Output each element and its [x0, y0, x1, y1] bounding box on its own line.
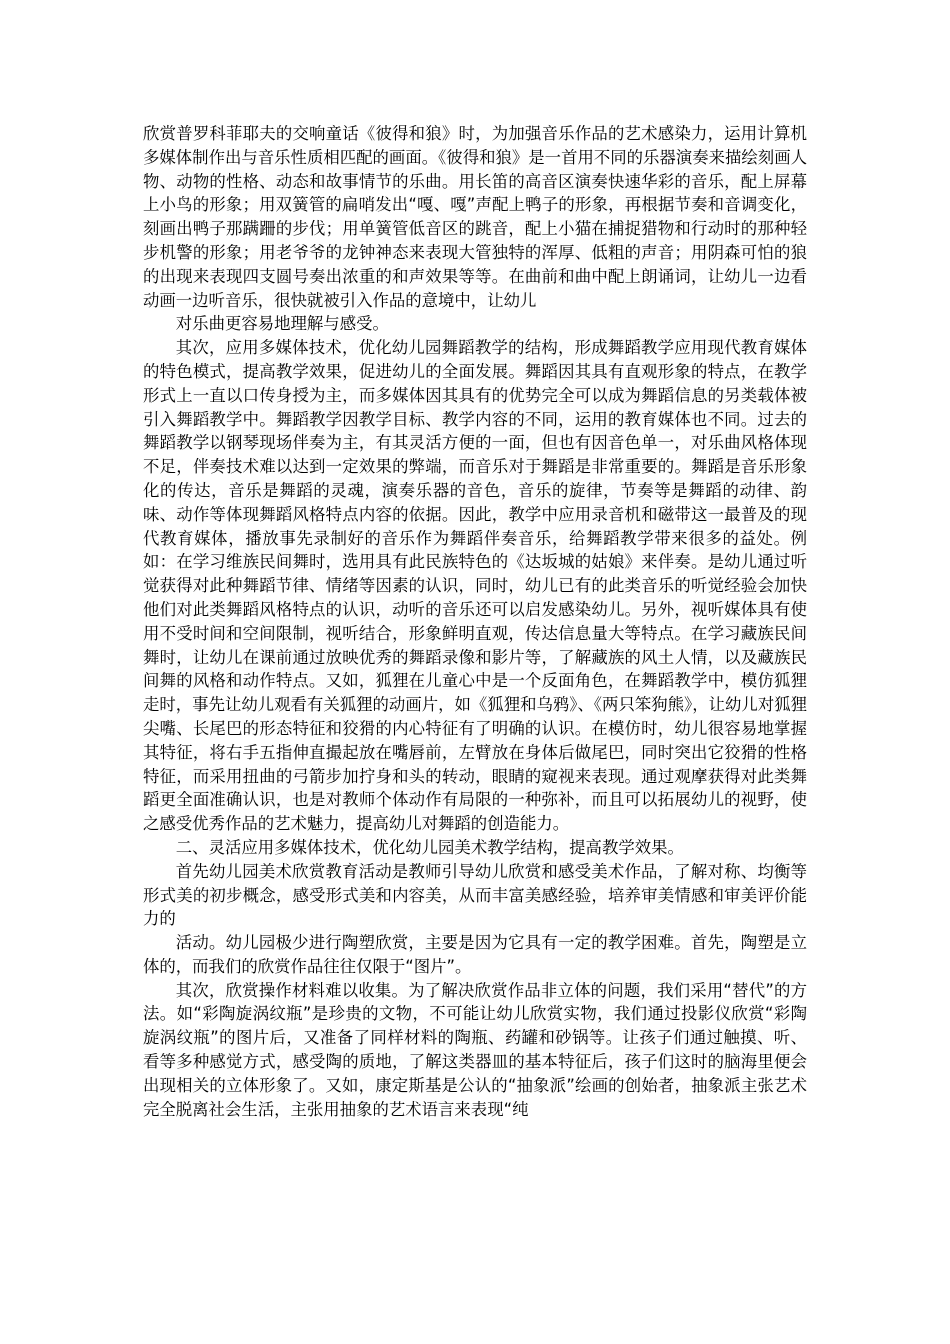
section-heading-art-teaching: 二、灵活应用多媒体技术，优化幼儿园美术教学结构，提高教学效果。	[175, 837, 684, 857]
paragraph-peter-and-wolf: 欣赏普罗科菲耶夫的交响童话《彼得和狼》时，为加强音乐作品的艺术感染力，运用计算机多媒体制作出与音乐性质相匹配的画面。《彼得和狼》是一首用不同的乐器演奏来描绘刻画人物、动物的性格、动态和故事情节的乐曲。用长笛的高音区演奏快速华彩的音乐，配上屏幕上小鸟的形象；用双簧管的扁哨发出“嘎、嘎”声配上鸭子的形象，再根据节奏和音调变化，刻画出鸭子那蹒跚的步伐；用单簧管低音区的跳音，配上小猫在捕捉猎物和行动时的那种轻步机警的形象；用老爷爷的龙钟神态来表现大管独特的浑厚、低粗的声音；用阴森可怕的狼的出现来表现四支圆号奏出浓重的和声效果等等。在曲前和曲中配上朗诵词，让幼儿一边看动画一边听音乐，很快就被引入作品的意境中，让幼儿	[143, 124, 807, 310]
paragraph-pottery: 活动。幼儿园极少进行陶塑欣赏，主要是因为它具有一定的教学困难。首先，陶塑是立体的，而我们的欣赏作品往往仅限于“图片”。	[143, 933, 807, 976]
paragraph-dance-teaching: 其次，应用多媒体技术，优化幼儿园舞蹈教学的结构，形成舞蹈教学应用现代教育媒体的特色模式，提高教学效果，促进幼儿的全面发展。舞蹈因其具有直观形象的特点，在教学形式上一直以口传身授为主，而多媒体因其具有的优势完全可以成为舞蹈信息的另类载体被引入舞蹈教学中。舞蹈教学因教学目标、教学内容的不同，运用的教育媒体也不同。过去的舞蹈教学以钢琴现场伴奏为主，有其灵活方便的一面，但也有因音色单一，对乐曲风格体现不足，伴奏技术难以达到一定效果的弊端，而音乐对于舞蹈是非常重要的。舞蹈是音乐形象化的传达，音乐是舞蹈的灵魂，演奏乐器的音色，音乐的旋律，节奏等是舞蹈的动律、韵味、动作等体现舞蹈风格特点内容的依据。因此，教学中应用录音机和磁带这一最普及的现代教育媒体，播放事先录制好的音乐作为舞蹈伴奏音乐，给舞蹈教学带来很多的益处。例如：在学习维族民间舞时，选用具有此民族特色的《达坂城的姑娘》来伴奏。是幼儿通过听觉获得对此种舞蹈节律、情绪等因素的认识，同时，幼儿已有的此类音乐的听觉经验会加快他们对此类舞蹈风格特点的认识，动听的音乐还可以启发感染幼儿。另外，视听媒体具有使用不受时间和空间限制，视听结合，形象鲜明直观，传达信息量大等特点。在学习藏族民间舞时，让幼儿在课前通过放映优秀的舞蹈录像和影片等，了解藏族的风土人情，以及藏族民间舞的风格和动作特点。又如，狐狸在儿童心中是一个反面角色，在舞蹈教学中，模仿狐狸走时，事先让幼儿观看有关狐狸的动画片，如《狐狸和乌鸦》、《两只笨狗熊》，让幼儿对狐狸尖嘴、长尾巴的形态特征和狡猾的内心特征有了明确的认识。在模仿时，幼儿很容易地掌握其特征，将右手五指伸直撮起放在嘴唇前，左臂放在身体后做尾巴，同时突出它狡猾的性格特征，而采用扭曲的弓箭步加拧身和头的转动，眼睛的窥视来表现。通过观摩获得对此类舞蹈更全面准确认识，也是对教师个体动作有局限的一种弥补，而且可以拓展幼儿的视野，使之感受优秀作品的艺术魅力，提高幼儿对舞蹈的创造能力。	[143, 338, 807, 834]
paragraph-materials: 其次，欣赏操作材料难以收集。为了解决欣赏作品非立体的问题，我们采用“替代”的方法。如“彩陶旋涡纹瓶”是珍贵的文物，不可能让幼儿欣赏实物，我们通过投影仪欣赏“彩陶旋涡纹瓶”的图片后，又准备了同样材料的陶瓶、药罐和砂锅等。让孩子们通过触摸、听、看等多种感觉方式，感受陶的质地，了解这类器皿的基本特征后，孩子们这时的脑海里便会出现相关的立体形象了。又如，康定斯基是公认的“抽象派”绘画的创始者，抽象派主张艺术完全脱离社会生活，主张用抽象的艺术语言来表现“纯	[143, 980, 807, 1119]
paragraph-continuation: 对乐曲更容易地理解与感受。	[175, 314, 389, 334]
document-body	[143, 122, 807, 1121]
paragraph-art-appreciation: 首先幼儿园美术欣赏教育活动是教师引导幼儿欣赏和感受美术作品，了解对称、均衡等形式美的初步概念，感受形式美和内容美，从而丰富美感经验，培养审美情感和审美评价能力的	[143, 861, 807, 929]
